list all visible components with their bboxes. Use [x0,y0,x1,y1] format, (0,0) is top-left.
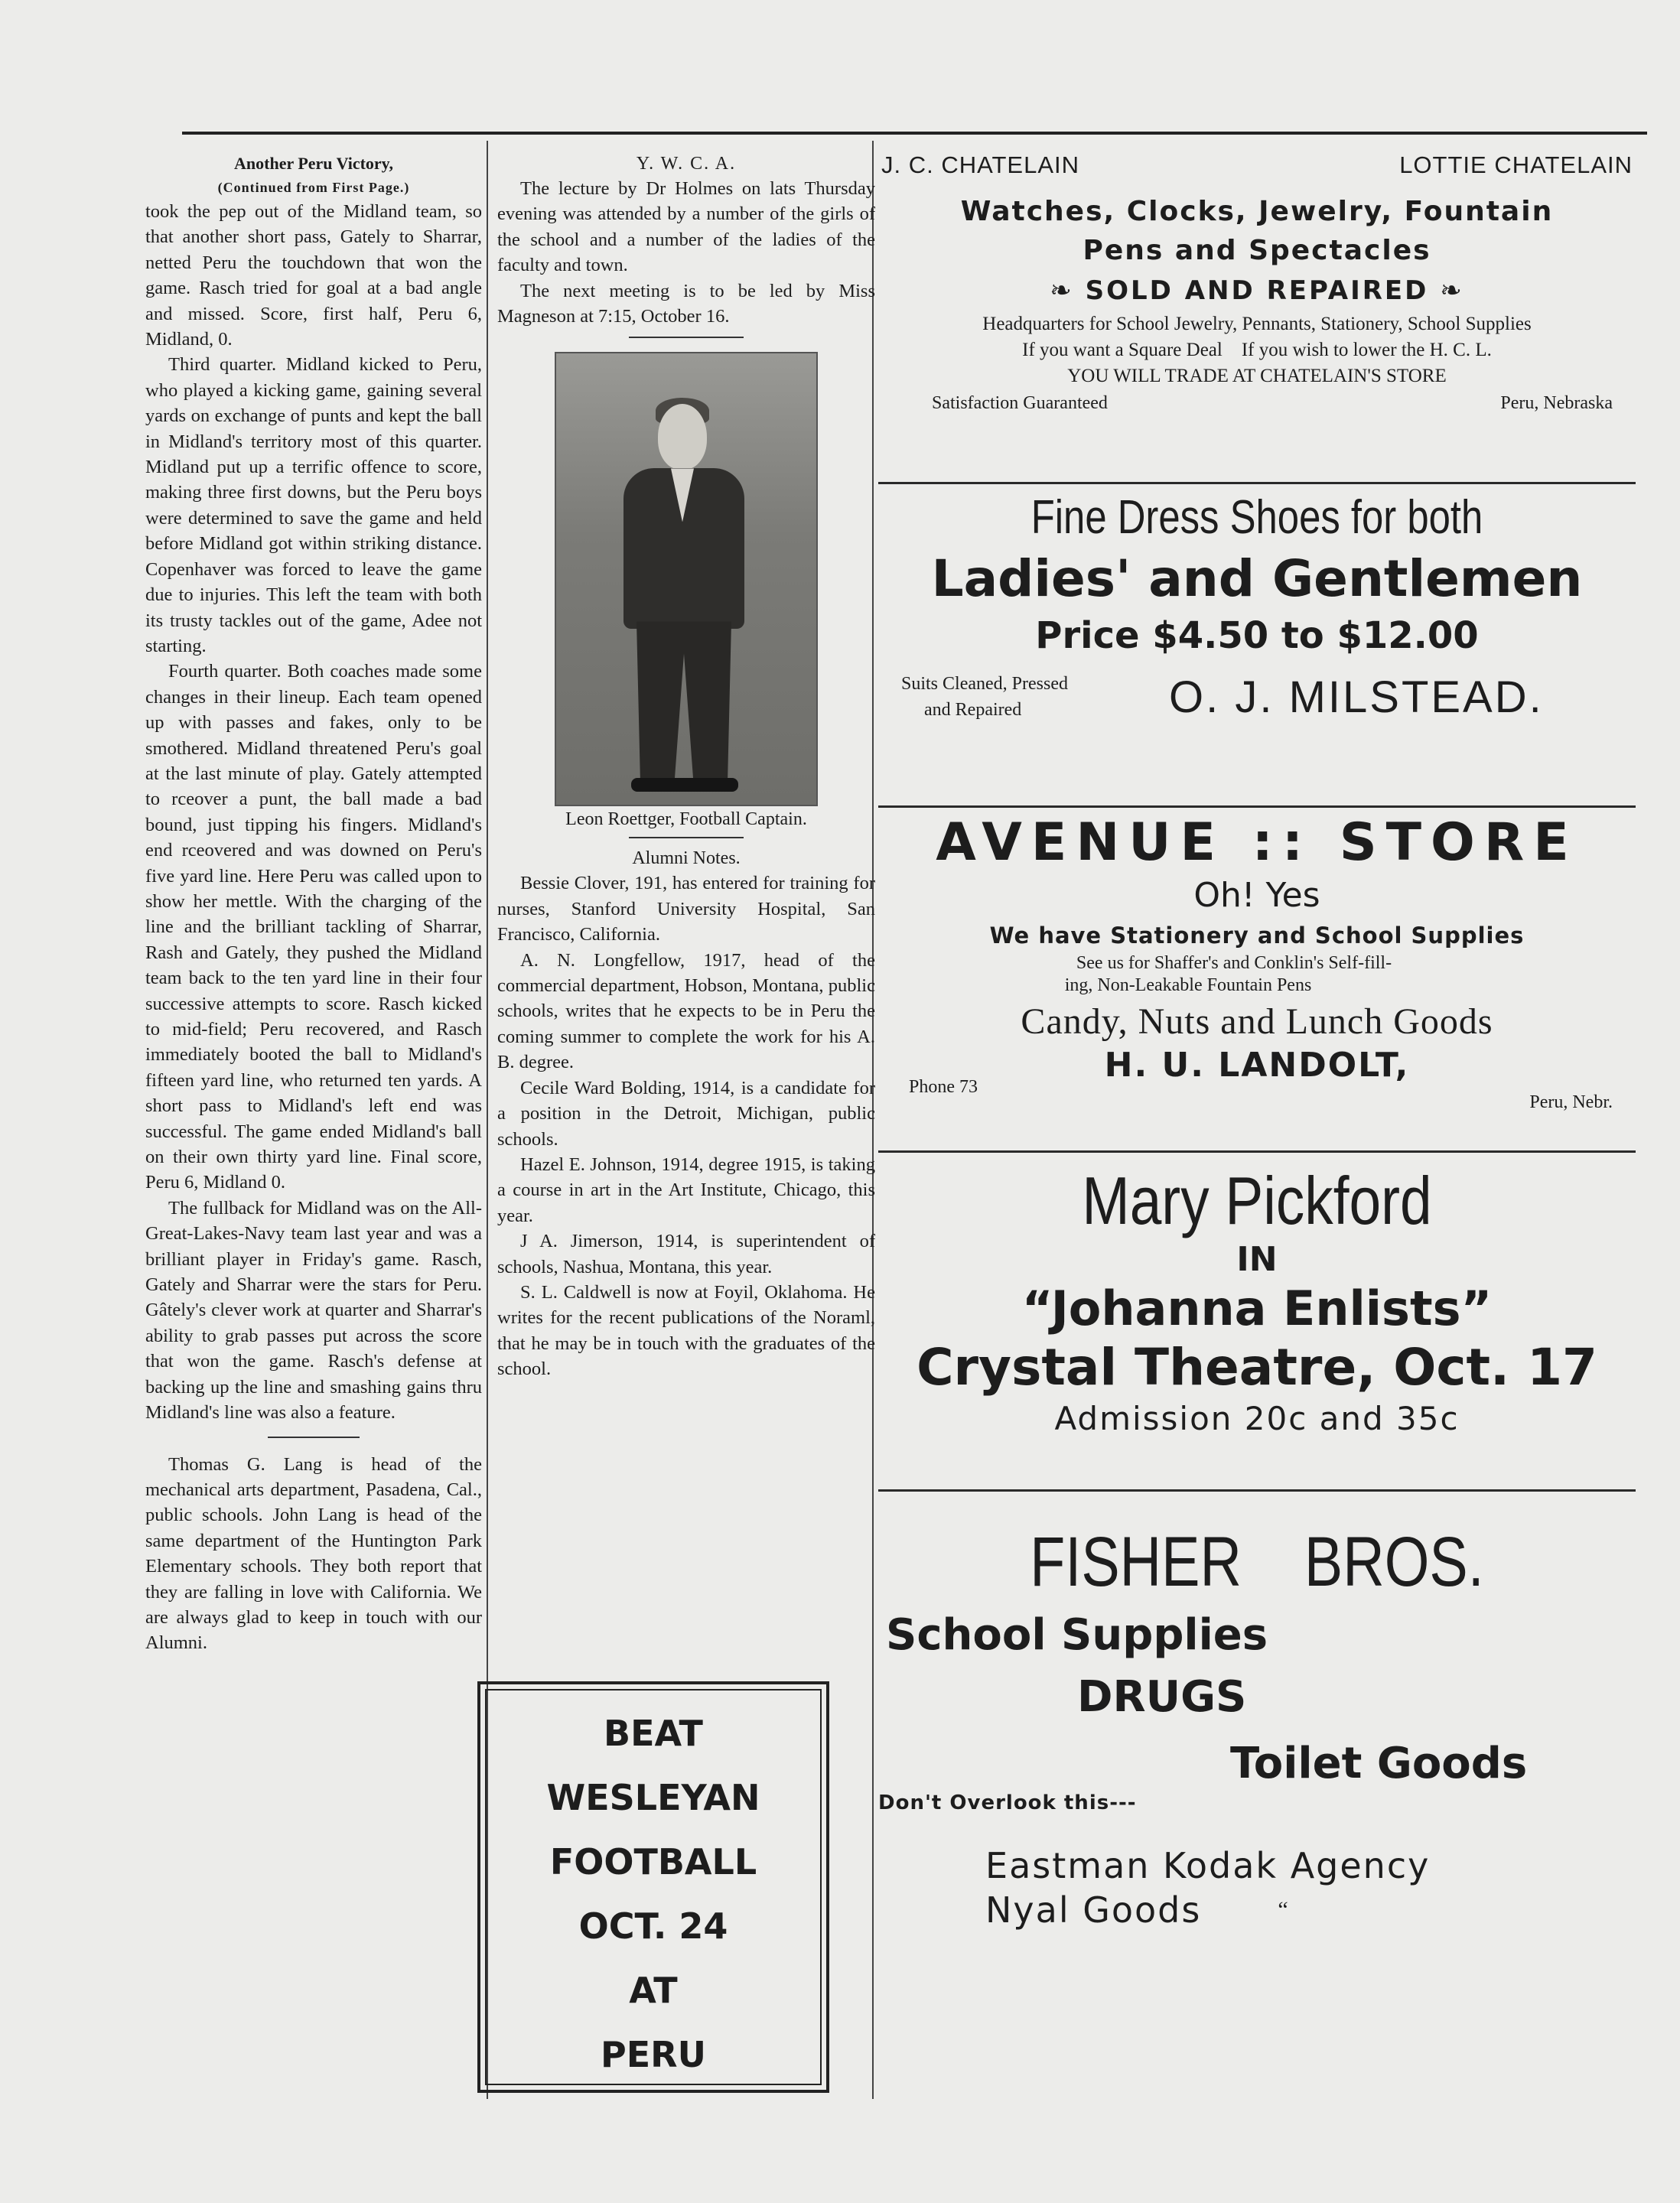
fisher-line5: Eastman Kodak Agency [985,1845,1431,1886]
alumni-paragraph: J A. Jimerson, 1914, is superintendent of schools, Nashua, Montana, this year. [497,1231,875,1277]
article-paragraph: Fourth quarter. Both coaches made some changes in their lineup. Each team opened up with passes and fakes, only to be smothered. Midland threatened Peru's goal at the last minute of play. Gately attempted to rceover a punt, the ball made a bad bound, just tipping his fingers. Midland's end rceovered and was downed on Peru's five yard line. Here Peru was called upon to show her mettle. With the charging of the line and the brilliant tackling of Sharrar, Rash and Gately, they pushed the Midland team back to the ten yard line in their four successive attempts to score. Rasch kicked to mid-field; Peru recovered, and Rasch immediately booted the ball to Midland's fifteen yard line, who returned ten yards. A short pass to Midland's left end was successful. The game ended Midland's ball on their own thirty yard line. Final score, Peru 6, Midland 0. [145,661,482,1193]
avenue-line1: We have Stationery and School Supplies [989,923,1525,949]
article-paragraph: Third quarter. Midland kicked to Peru, who played a kicking game, gaining several yards on exchange of punts and kept the ball in Midland's territory most of this quarter. Midland put up a terrific offence to score, making three first downs, but the Peru boys were determined to save the game and held before Midland got within striking distance. Copenhaver was forced to leave the game due to injuries. This left the team with both its trusty tackles out of the game, Adee not starting. [145,354,482,656]
beat-line: BEAT [604,1713,703,1754]
section-rule [268,1437,360,1438]
ywca-title: Y. W. C. A. [636,154,737,174]
chatelain-footer-right: Peru, Nebraska [1500,393,1613,413]
chatelain-line1: Watches, Clocks, Jewelry, Fountain [960,196,1554,227]
milstead-ad [878,490,1636,805]
chatelain-footer-left: Satisfaction Guaranteed [932,393,1108,413]
milstead-small2: and Repaired [924,700,1022,720]
avenue-place: Peru, Nebr. [1529,1092,1613,1112]
alumni-paragraph: Cecile Ward Bolding, 1914, is a candidate for a position in the Detroit, Michigan, public schools. [497,1077,875,1150]
fisher-line4: Don't Overlook this--- [878,1791,1137,1814]
chatelain-line2: Pens and Spectacles [1083,235,1431,266]
milstead-small1: Suits Cleaned, Pressed [901,674,1068,694]
chatelain-line3: SOLD AND REPAIRED [1085,275,1429,306]
chatelain-left-name: J. C. CHATELAIN [881,151,1080,178]
avenue-title: AVENUE :: STORE [936,812,1578,873]
ornament-icon: ❧ [1050,275,1074,306]
photo-caption: Leon Roettger, Football Captain. [565,809,807,830]
chatelain-right-name: LOTTIE CHATELAIN [1399,151,1633,178]
theatre-line5: Admission 20c and 35c [1054,1400,1460,1437]
fisher-line3: Toilet Goods [1230,1739,1528,1788]
section-rule [629,837,744,838]
alumni-paragraph: S. L. Caldwell is now at Foyil, Oklahoma. He writes for the recent publications of the Noraml, that he may be in touch with the graduates of the school. [497,1281,875,1380]
article-headline: Another Peru Victory, [234,154,393,173]
alumni-title: Alumni Notes. [632,848,741,869]
ywca-paragraph: The lecture by Dr Holmes on lats Thursday evening was attended by a number of the girls of the school and a number of the ladies of the faculty and town. [497,178,875,276]
alumni-paragraph: Bessie Clover, 191, has entered for training for nurses, Stanford University Hospital, San Francisco, California. [497,873,875,945]
milstead-line1: Fine Dress Shoes for both [1030,491,1483,544]
fisher-title-left: FISHER [1030,1523,1242,1601]
fisher-title-right: BROS. [1304,1523,1484,1601]
ad-divider [878,482,1636,484]
beat-line: FOOTBALL [549,1841,757,1882]
column-advertisements [878,151,1636,2104]
ornament-icon: ❧ [1440,275,1464,306]
beat-wesleyan-box [477,1681,829,2093]
column-ywca-alumni [497,151,875,1382]
chatelain-line5: If you want a Square Deal If you wish to lower the H. C. L. [1022,340,1492,360]
avenue-store-ad [878,812,1636,1150]
chatelain-line3-row [878,275,1636,306]
avenue-oh: Oh! Yes [1193,876,1320,915]
avenue-phone: Phone 73 [909,1077,978,1097]
top-rule [182,132,1647,135]
theatre-line2: IN [1236,1240,1278,1279]
beat-line: OCT. 24 [578,1905,728,1947]
chatelain-line6: YOU WILL TRADE AT CHATELAIN'S STORE [1067,366,1447,386]
fisher-line1: School Supplies [886,1610,1268,1660]
fisher-bros-ad [878,1522,1636,2104]
article-paragraph: The fullback for Midland was on the All-Great-Lakes-Navy team last year and was a brilliant player in Friday's game. Rasch, Gately and Sharrar were the stars for Peru. Gâtely's clever work at quarter and Sharrar's ability to grab passes put across the score that won the game. Rasch's defense at backing up the line and smashing gains thru Midland's line was also a feature. [145,1197,482,1424]
theatre-line3: “Johanna Enlists” [1021,1280,1493,1336]
fisher-line6: Nyal Goods [985,1889,1202,1931]
ad-divider [878,805,1636,808]
alumni-paragraph: Hazel E. Johnson, 1914, degree 1915, is taking a course in art in the Art Institute, Chicago, this year. [497,1154,875,1226]
section-rule [629,337,744,338]
theatre-line4: Crystal Theatre, Oct. 17 [917,1338,1597,1397]
avenue-line2: See us for Shaffer's and Conklin's Self-fill- [1076,953,1392,973]
beat-line: AT [629,1970,678,2011]
beat-line: PERU [601,2034,706,2075]
alumni-paragraph: A. N. Longfellow, 1917, head of the commercial department, Hobson, Montana, public schools, writes that he expects to be in Peru the coming summer to complete the work for his A. B. degree. [497,949,875,1073]
quote-mark: “ [1278,1897,1288,1922]
continued-note: (Continued from First Page.) [217,180,410,195]
avenue-line4: Candy, Nuts and Lunch Goods [1021,1001,1493,1042]
ywca-paragraph: The next meeting is to be led by Miss Magneson at 7:15, October 16. [497,280,875,327]
milstead-name: O. J. MILSTEAD. [1169,672,1544,722]
article-paragraph: took the pep out of the Midland team, so that another short pass, Gately to Sharrar, netted Peru the touchdown that won the game. Rasch tried for goal at a bad angle and missed. Score, first half, Peru 6, Midland, 0. [145,201,482,350]
ad-divider [878,1489,1636,1492]
chatelain-ad [878,151,1636,482]
chatelain-line4: Headquarters for School Jewelry, Pennants, Stationery, School Supplies [982,314,1532,334]
article-paragraph: Thomas G. Lang is head of the mechanical arts department, Pasadena, Cal., public schools. John Lang is head of the same department of the Huntington Park Elementary schools. They both report that they are falling in love with California. We are always glad to keep in touch with our Alumni. [145,1453,482,1654]
ad-divider [878,1150,1636,1153]
theatre-line1: Mary Pickford [1082,1163,1432,1238]
milstead-line3: Price $4.50 to $12.00 [1035,614,1479,657]
captain-photo [555,352,818,806]
milstead-line2: Ladies' and Gentlemen [931,549,1583,608]
avenue-line3: ing, Non-Leakable Fountain Pens [1064,975,1312,995]
avenue-name: H. U. LANDOLT, [1104,1046,1410,1085]
crystal-theatre-ad [878,1162,1636,1489]
beat-line: WESLEYAN [546,1777,760,1818]
column-football-article [145,151,482,1656]
fisher-line2: DRUGS [1077,1672,1247,1722]
